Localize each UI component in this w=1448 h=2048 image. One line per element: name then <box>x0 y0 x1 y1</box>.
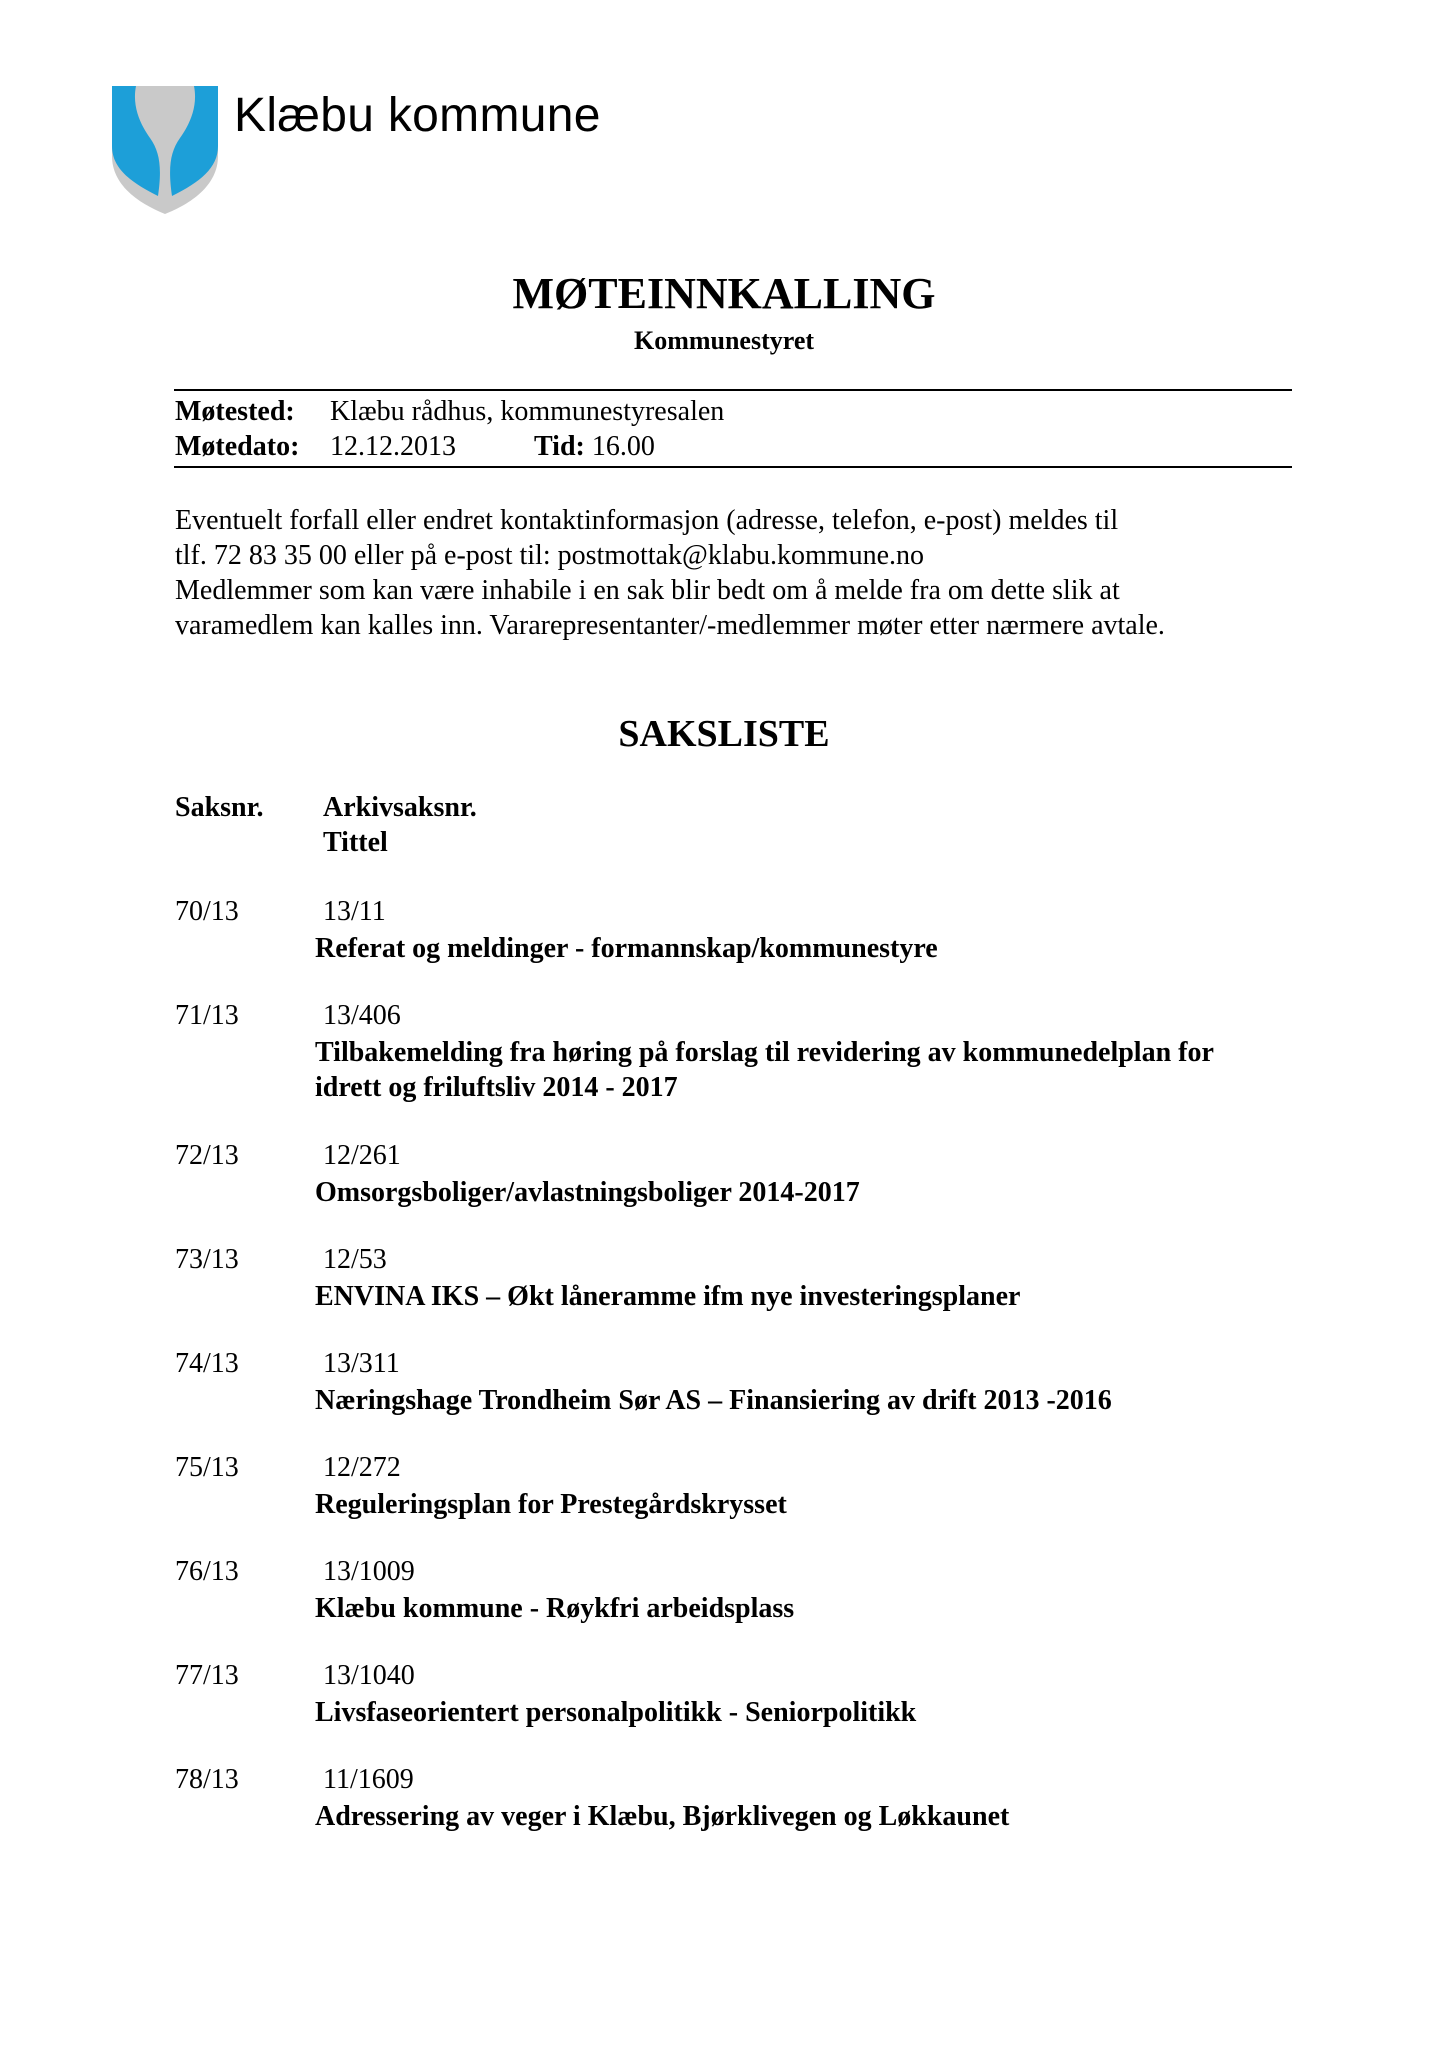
document-subtitle: Kommunestyret <box>633 326 815 355</box>
case-title-line: Livsfaseorientert personalpolitikk - Seniorpolitikk <box>315 1697 917 1728</box>
column-header-saksnr: Saksnr. <box>175 792 264 823</box>
meeting-date-label: Møtedato: <box>175 431 300 462</box>
meeting-place-label: Møtested: <box>175 396 295 427</box>
notice-line: Medlemmer som kan være inhabile i en sak blir bedt om å melde fra om dette slik at <box>175 575 1120 606</box>
meeting-time-value: 16.00 <box>591 431 655 462</box>
organization-name: Klæbu kommune <box>234 89 601 142</box>
archive-number: 13/311 <box>323 1348 400 1379</box>
case-title-line: Reguleringsplan for Prestegårdskrysset <box>315 1489 787 1520</box>
case-number: 74/13 <box>175 1348 239 1379</box>
case-number: 71/13 <box>175 1000 239 1031</box>
notice-line: varamedlem kan kalles inn. Vararepresentanter/-medlemmer møter etter nærmere avtale. <box>175 610 1165 641</box>
case-title <box>315 931 1315 966</box>
meeting-date-row <box>175 431 655 463</box>
case-title <box>315 1799 1315 1834</box>
column-header-arkivsaksnr: Arkivsaksnr. <box>323 792 477 823</box>
case-number: 73/13 <box>175 1244 239 1275</box>
meeting-place-row <box>175 396 724 428</box>
case-title <box>315 1591 1315 1626</box>
case-number: 76/13 <box>175 1556 239 1587</box>
case-title-line: Klæbu kommune - Røykfri arbeidsplass <box>315 1593 795 1624</box>
case-title <box>315 1035 1315 1105</box>
case-title-line: Referat og meldinger - formannskap/kommunestyre <box>315 933 938 964</box>
case-title <box>315 1695 1315 1730</box>
archive-number: 11/1609 <box>323 1764 414 1795</box>
meeting-date-value: 12.12.2013 <box>330 431 456 462</box>
archive-number: 13/1009 <box>323 1556 415 1587</box>
case-title-line: Næringshage Trondheim Sør AS – Finansiering av drift 2013 -2016 <box>315 1385 1112 1416</box>
document-title: MØTEINNKALLING <box>512 269 936 318</box>
case-title-line: Tilbakemelding fra høring på forslag til revidering av kommunedelplan for <box>315 1037 1214 1068</box>
archive-number: 12/261 <box>323 1140 401 1171</box>
case-title <box>315 1383 1315 1418</box>
meeting-time-label: Tid: <box>534 431 585 462</box>
case-title <box>315 1175 1315 1210</box>
divider-top <box>174 389 1292 391</box>
agenda-title: SAKSLISTE <box>618 713 830 755</box>
notice-paragraph <box>175 503 1315 643</box>
divider-bottom <box>174 466 1292 468</box>
archive-number: 12/272 <box>323 1452 401 1483</box>
case-number: 78/13 <box>175 1764 239 1795</box>
municipal-coat-of-arms-icon <box>110 86 220 214</box>
notice-line: tlf. 72 83 35 00 eller på e-post til: postmottak@klabu.kommune.no <box>175 540 925 571</box>
archive-number: 12/53 <box>323 1244 387 1275</box>
case-title-line: Adressering av veger i Klæbu, Bjørklivegen og Løkkaunet <box>315 1801 1010 1832</box>
case-title <box>315 1279 1315 1314</box>
case-number: 77/13 <box>175 1660 239 1691</box>
archive-number: 13/11 <box>323 896 386 927</box>
case-title <box>315 1487 1315 1522</box>
case-number: 70/13 <box>175 896 239 927</box>
archive-number: 13/406 <box>323 1000 401 1031</box>
case-title-line: Omsorgsboliger/avlastningsboliger 2014-2017 <box>315 1177 860 1208</box>
archive-number: 13/1040 <box>323 1660 415 1691</box>
column-header-tittel: Tittel <box>323 827 388 858</box>
case-title-line: idrett og friluftsliv 2014 - 2017 <box>315 1072 678 1103</box>
case-number: 72/13 <box>175 1140 239 1171</box>
case-number: 75/13 <box>175 1452 239 1483</box>
meeting-place-value: Klæbu rådhus, kommunestyresalen <box>330 396 725 427</box>
notice-line: Eventuelt forfall eller endret kontaktinformasjon (adresse, telefon, e-post) meldes til <box>175 505 1119 536</box>
case-title-line: ENVINA IKS – Økt låneramme ifm nye investeringsplaner <box>315 1281 1021 1312</box>
